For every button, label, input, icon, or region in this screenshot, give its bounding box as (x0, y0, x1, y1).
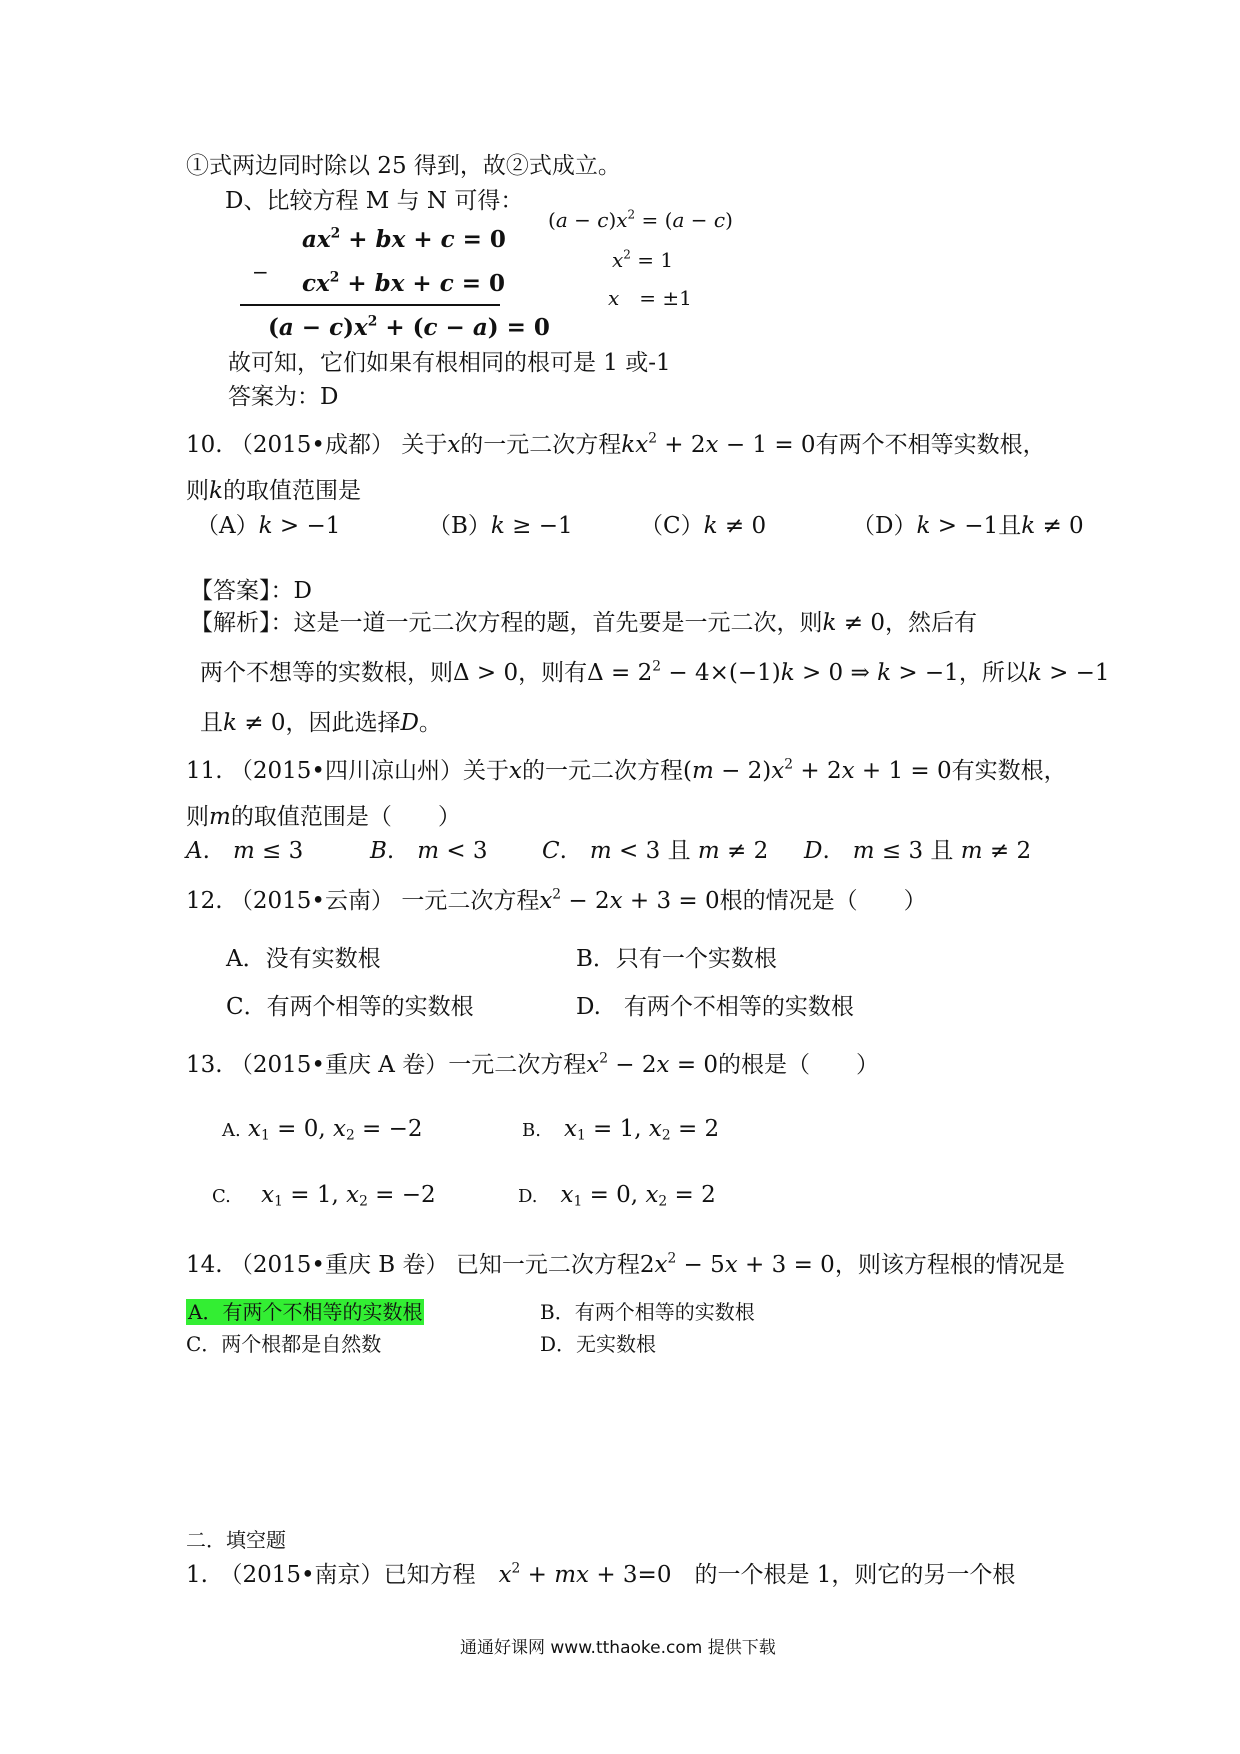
question-number: 10. (186, 432, 223, 458)
question-source: （2015•云南） (229, 888, 394, 914)
stem-text: 关于 (401, 432, 448, 458)
answer-value: ：D (270, 578, 312, 604)
analysis-line: 两个不想等的实数根，则Δ > 0，则有$\Delta = 2^2 - 4\times(-1)k > 0$ ⇒ k > −1，所以k > −1 (200, 658, 1110, 686)
question-number: 13. (186, 1052, 223, 1078)
analysis-line: 【解析】：这是一道一元二次方程的题，首先要是一元二次，则k ≠ 0，然后有 (190, 610, 977, 636)
analysis-line: 且k ≠ 0，因此选择D。 (200, 710, 442, 736)
option-d: D．无实数根 (540, 1332, 657, 1356)
option-b: （B）k ≥ −1 (428, 513, 573, 539)
question-number: 12. (186, 888, 223, 914)
option-b: B. m < 3 (370, 838, 488, 864)
question-source: （2015•四川凉山州） (229, 758, 463, 784)
text-line: 故可知，它们如果有根相同的根可是 1 或-1 (228, 350, 671, 376)
fill-blank-question-1: 1. （2015•南京）已知方程 $x^2$ + mx + 3=0 的一个根是 1，则它的另一个根 (186, 1560, 1016, 1588)
stem-text: 有两个不相等实数根， (815, 432, 1046, 458)
answer-label: 【答案】 (190, 578, 271, 604)
question-11-stem-line2: 则m的取值范围是（ ） (186, 804, 461, 830)
option-b: B．有两个相等的实数根 (540, 1300, 755, 1324)
section-title: 二．填空题 (186, 1528, 286, 1552)
text-line: D、比较方程 M 与 N 可得： (225, 188, 524, 214)
question-number: 14. (186, 1252, 223, 1278)
question-source: （2015•重庆 A 卷） (229, 1052, 449, 1078)
derivation-step: x = ±1 (608, 286, 692, 310)
equation-n: $cx^2$ + bx + c = 0 (302, 269, 506, 297)
option-d: （D）k > −1且k ≠ 0 (852, 513, 1084, 539)
answer-line (190, 580, 312, 603)
question-11-stem: 11. （2015•四川凉山州）关于x的一元二次方程$(m - 2)x^2 + 2x + 1 = 0$有实数根， (186, 756, 1067, 784)
minus-sign: − (252, 260, 269, 284)
equation-difference: $(a - c)x^2 + (c - a) = 0$ (268, 313, 550, 341)
option-c: C. m < 3 且 m ≠ 2 (542, 838, 769, 864)
stem-text: 的一元二次方程 (460, 432, 622, 458)
subtraction-rule (240, 304, 500, 306)
derivation-step: $x^2 = 1$ (612, 247, 674, 272)
option-c: C．两个根都是自然数 (186, 1332, 382, 1356)
text-line: ①式两边同时除以 25 得到，故②式成立。 (186, 153, 621, 179)
question-number: 11. (186, 758, 223, 784)
question-10-stem-line2: 则k的取值范围是 (186, 478, 361, 504)
question-14-stem: 14. （2015•重庆 B 卷） 已知一元二次方程$2x^2 - 5x + 3 = 0$，则该方程根的情况是 (186, 1250, 1065, 1278)
option-a: A．没有实数根 (226, 946, 381, 972)
option-c: （C）k ≠ 0 (640, 513, 767, 539)
option-a: A. m ≤ 3 (186, 838, 304, 864)
question-source: （2015•成都） (229, 432, 394, 458)
analysis-label: 【解析】 (190, 610, 271, 636)
option-a: （A）k > −1 (196, 513, 341, 539)
option-b: B. $x_1 = 1$, $x_2 = 2$ (522, 1116, 720, 1144)
option-c: C. $x_1 = 1$, $x_2 = -2$ (212, 1182, 436, 1210)
question-13-stem: 13. （2015•重庆 A 卷）一元二次方程$x^2 - 2x = 0$的根是（ ） (186, 1050, 880, 1078)
equation-m: $ax^2$ + bx + c = 0 (302, 225, 506, 253)
stem-text: 的取值范围是 (222, 478, 361, 504)
option-a-highlighted: A．有两个不相等的实数根 (188, 1300, 423, 1324)
option-c: C．有两个相等的实数根 (226, 994, 474, 1020)
option-d: D. 有两个不相等的实数根 (576, 994, 854, 1020)
page-footer: 通通好课网 www.tthaoke.com 提供下载 (460, 1638, 776, 1658)
stem-text: 则 (186, 478, 209, 504)
question-10-stem: 10. （2015•成都） 关于x的一元二次方程$kx^2 + 2x - 1 = 0$有两个不相等实数根， (186, 430, 1046, 458)
option-b: B．只有一个实数根 (576, 946, 777, 972)
option-a: A. $x_1 = 0$, $x_2 = -2$ (222, 1116, 423, 1144)
question-source: （2015•重庆 B 卷） (229, 1252, 449, 1278)
text-line: 答案为：D (228, 384, 339, 410)
question-12-stem: 12. （2015•云南） 一元二次方程$x^2 - 2x + 3 = 0$根的情况是（ ） (186, 886, 927, 914)
option-d: D. m ≤ 3 且 m ≠ 2 (804, 838, 1032, 864)
derivation-step: $(a - c)x^2 = (a - c)$ (548, 207, 733, 232)
option-d: D. $x_1 = 0$, $x_2 = 2$ (518, 1182, 716, 1210)
